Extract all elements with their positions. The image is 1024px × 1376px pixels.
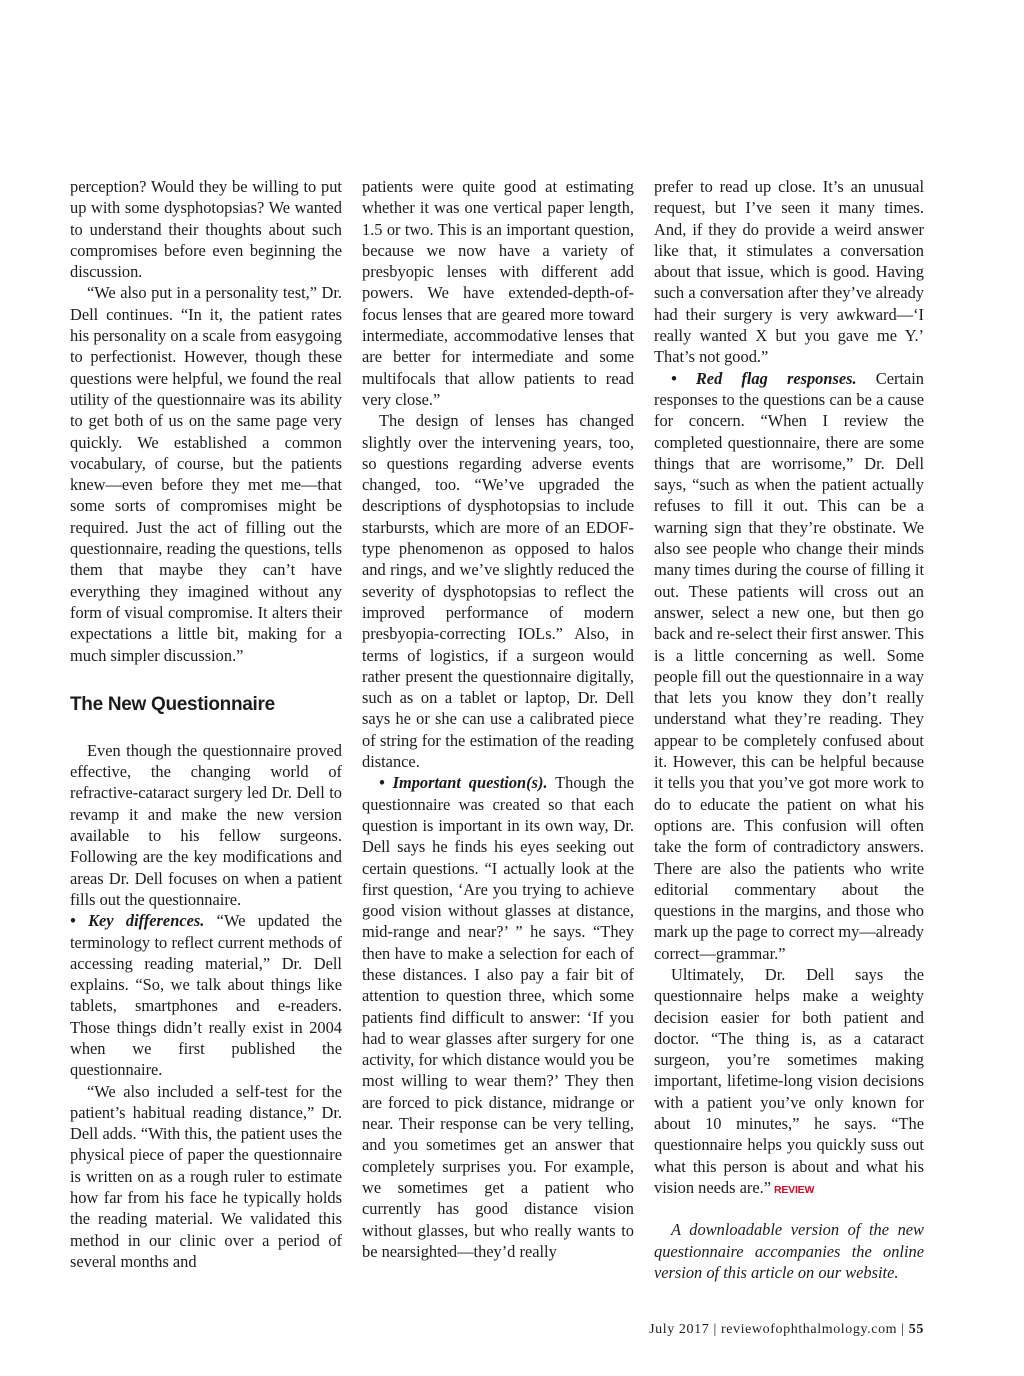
paragraph: Even though the questionnaire proved effective, the changing world of refractive-cataract surgery led Dr. Dell to revamp it and make the new version available to his fellow surgeons. Following are the key modifications and areas Dr. Dell focuses on when a patient fills out the questionnaire. xyxy=(70,740,342,909)
section-heading: The New Questionnaire xyxy=(70,693,275,715)
footer-divider: | xyxy=(901,1322,909,1337)
bullet-text: Though the questionnaire was created so that each question is important in its own way, Dr. Dell says he finds his eyes seeking out certain questions. “I actually look at the first question, ‘Are you trying to achieve good vision without glasses at distance, mid-range and near?’ ” he says. “They then have to make a selection for each of these distances. I also pay a fair bit of attention to question three, which some patients find difficult to answer: ‘If you had to wear glasses after surgery for one activity, for which distance would you be most willing to wear them?’ They then are forced to pick distance, midrange or near. Their response can be very telling, and you sometimes get an answer that completely surprises you. For example, we sometimes get a patient who currently has good distance vision without glasses, but who really wants to be nearsighted—they’d really xyxy=(362,773,634,1261)
footer-site: reviewofophthalmology.com xyxy=(720,1322,898,1337)
paragraph xyxy=(362,772,634,1262)
paragraph xyxy=(654,368,924,964)
paragraph: perception? Would they be willing to put up with some dysphotopsias? We wanted to understand their thoughts about such compromises before even beginning the discussion. xyxy=(70,177,342,282)
footer-divider: | xyxy=(713,1322,721,1337)
article-column-2 xyxy=(362,176,634,1262)
online-note: A downloadable version of the new questionnaire accompanies the online version of this article on our website. xyxy=(654,1220,924,1282)
paragraph-text: Ultimately, Dr. Dell says the questionnaire helps make a weighty decision easier for both patient and doctor. “The thing is, as a cataract surgeon, you’re sometimes making important, lifetime-long vision decisions with a patient you’ve only known for about 10 minutes,” he says. “The questionnaire helps you quickly suss out what this person is about and what his vision needs are.” xyxy=(654,964,924,1197)
bullet-text: “We updated the terminology to reflect current methods of accessing reading material,” Dr. Dell explains. “So, we talk about things like tablets, smartphones and e-readers. Those things didn’t really exist in 2004 when we first published the questionnaire. xyxy=(70,911,342,1080)
bullet-text: Certain responses to the questions can be a cause for concern. “When I review the completed questionnaire, there are some things that are worrisome,” Dr. Dell says, “such as when the patient actually refuses to fill it out. This can be a warning sign that they’re obstinate. We also see people who change their minds many times during the course of filling it out. These patients will cross out an answer, select a new one, but then go back and re-select their first answer. This is a little concerning as well. Some people fill out the questionnaire in a way that lets you know they don’t really understand what they’re reading. They appear to be completely confused about it. However, this can be helpful because it tells you that you’ve got more work to do to educate the patient on what his options are. This confusion will often take the form of contradictory answers. There are also the patients who write editorial commentary about the questions in the margins, and those who mark up the page to correct my—already correct—grammar.” xyxy=(654,368,925,963)
paragraph: “We also included a self-test for the patient’s habitual reading distance,” Dr. Dell adds. “With this, the patient uses the physical piece of paper the questionnaire is written on as a rough ruler to estimate how far from his face he typically holds the reading material. We validated this method in our clinic over a period of several months and xyxy=(70,1081,342,1271)
bullet-lead: • Key differences. xyxy=(70,911,205,931)
paragraph: prefer to read up close. It’s an unusual request, but I’ve seen it many times. And, if they do provide a weird answer like that, it stimulates a conversation about that issue, which is good. Having such a conversation after they’ve already had their surgery is very awkward—‘I really wanted X but you gave me Y.’ That’s not good.” xyxy=(654,177,924,367)
article-column-1 xyxy=(70,176,342,1272)
bullet-lead: • Red flag responses. xyxy=(671,368,857,388)
paragraph xyxy=(654,964,924,1201)
page-number: 55 xyxy=(908,1322,924,1337)
footer-date: July 2017 xyxy=(649,1322,710,1337)
article-column-3 xyxy=(654,176,924,1283)
paragraph: “We also put in a personality test,” Dr. Dell continues. “In it, the patient rates his personality on a scale from easygoing to perfectionist. However, though these questions were helpful, we found the real utility of the questionnaire was its ability to get both of us on the same page very quickly. We established a common vocabulary, of course, but the patients knew—even before they met me—that some sorts of compromises might be required. Just the act of filling out the questionnaire, reading the questions, tells them that maybe they can’t have everything they imagined without any form of visual compromise. It alters their expectations a little bit, making for a much simpler discussion.” xyxy=(70,283,342,665)
bullet-lead: • Important question(s). xyxy=(379,773,548,793)
end-mark-review: REVIEW xyxy=(773,1183,815,1196)
paragraph: patients were quite good at estimating whether it was one vertical paper length, 1.5 or two. This is an important question, because we now have a variety of presbyopic lenses with different add powers. We have extended-depth-of-focus lenses that are geared more toward intermediate, accommodative lenses that are better for intermediate and some multifocals that allow patients to read very close.” xyxy=(362,177,634,409)
page-footer xyxy=(649,1322,924,1338)
paragraph xyxy=(70,910,342,1080)
paragraph: The design of lenses has changed slightly over the intervening years, too, so questions regarding adverse events changed, too. “We’ve upgraded the descriptions of dysphotopsias to include starbursts, which are more of an EDOF-type phenomenon as opposed to halos and rings, and we’ve slightly reduced the severity of dysphotopsias to reflect the improved performance of modern presbyopia-correcting IOLs.” Also, in terms of logistics, if a surgeon would rather present the questionnaire digitally, such as on a tablet or laptop, Dr. Dell says he or she can use a calibrated piece of string for the estimation of the reading distance. xyxy=(362,411,634,772)
